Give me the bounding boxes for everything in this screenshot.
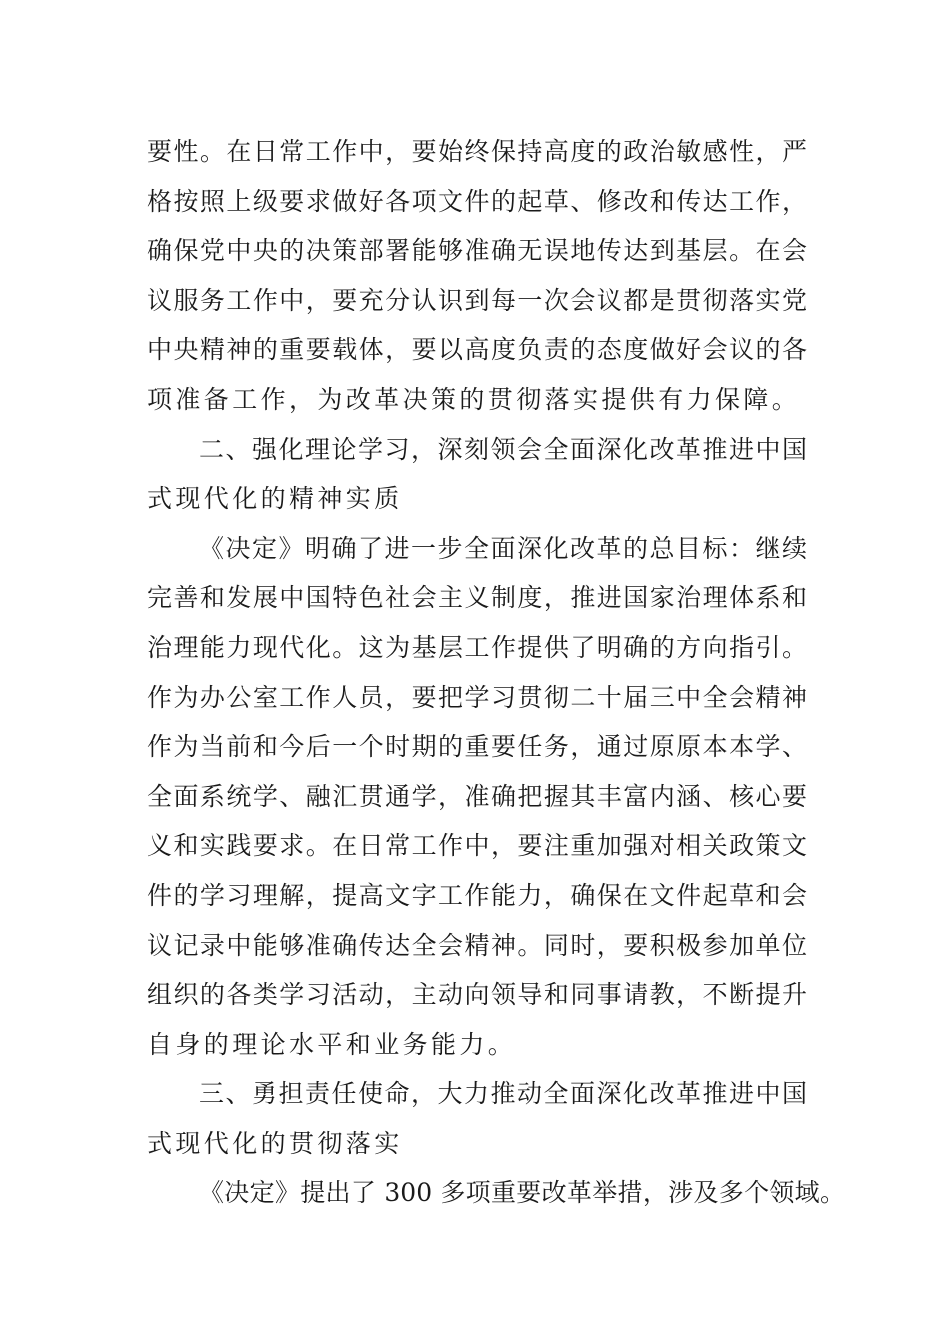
text-line: 格按照上级要求做好各项文件的起草、修改和传达工作， xyxy=(147,186,807,216)
text-line: 自身的理论水平和业务能力。 xyxy=(147,1029,517,1059)
text-line: 治理能力现代化。这为基层工作提供了明确的方向指引。 xyxy=(147,632,807,662)
section-heading-3-cont: 式现代化的贯彻落实 xyxy=(147,1128,403,1158)
text-line: 作为当前和今后一个时期的重要任务，通过原原本本学、 xyxy=(147,732,807,762)
text-line: 中央精神的重要载体，要以高度负责的态度做好会议的各 xyxy=(147,335,807,365)
text-line: 议服务工作中，要充分认识到每一次会议都是贯彻落实党 xyxy=(147,285,807,315)
document-body xyxy=(147,127,845,1218)
text-line: 要性。在日常工作中，要始终保持高度的政治敏感性，严 xyxy=(147,137,807,166)
text-line: 作为办公室工作人员，要把学习贯彻二十届三中全会精神 xyxy=(147,682,807,712)
text-line: 《决定》提出了 300 多项重要改革举措，涉及多个领域。 xyxy=(199,1178,845,1208)
text-line: 确保党中央的决策部署能够准确无误地传达到基层。在会 xyxy=(147,236,807,266)
text-line: 项准备工作，为改革决策的贯彻落实提供有力保障。 xyxy=(147,384,801,414)
text-line: 全面系统学、融汇贯通学，准确把握其丰富内涵、核心要 xyxy=(147,781,807,811)
text-line: 义和实践要求。在日常工作中，要注重加强对相关政策文 xyxy=(147,831,807,861)
text-line: 件的学习理解，提高文字工作能力，确保在文件起草和会 xyxy=(147,880,807,910)
text-line: 完善和发展中国特色社会主义制度，推进国家治理体系和 xyxy=(147,583,807,613)
section-heading-2: 二、强化理论学习，深刻领会全面深化改革推进中国 xyxy=(199,434,807,464)
text-line: 组织的各类学习活动，主动向领导和同事请教，不断提升 xyxy=(147,980,807,1010)
text-line: 《决定》明确了进一步全面深化改革的总目标：继续 xyxy=(199,533,807,563)
section-heading-3: 三、勇担责任使命，大力推动全面深化改革推进中国 xyxy=(199,1079,807,1109)
section-heading-2-cont: 式现代化的精神实质 xyxy=(147,484,403,514)
text-line: 议记录中能够准确传达全会精神。同时，要积极参加单位 xyxy=(147,930,807,960)
